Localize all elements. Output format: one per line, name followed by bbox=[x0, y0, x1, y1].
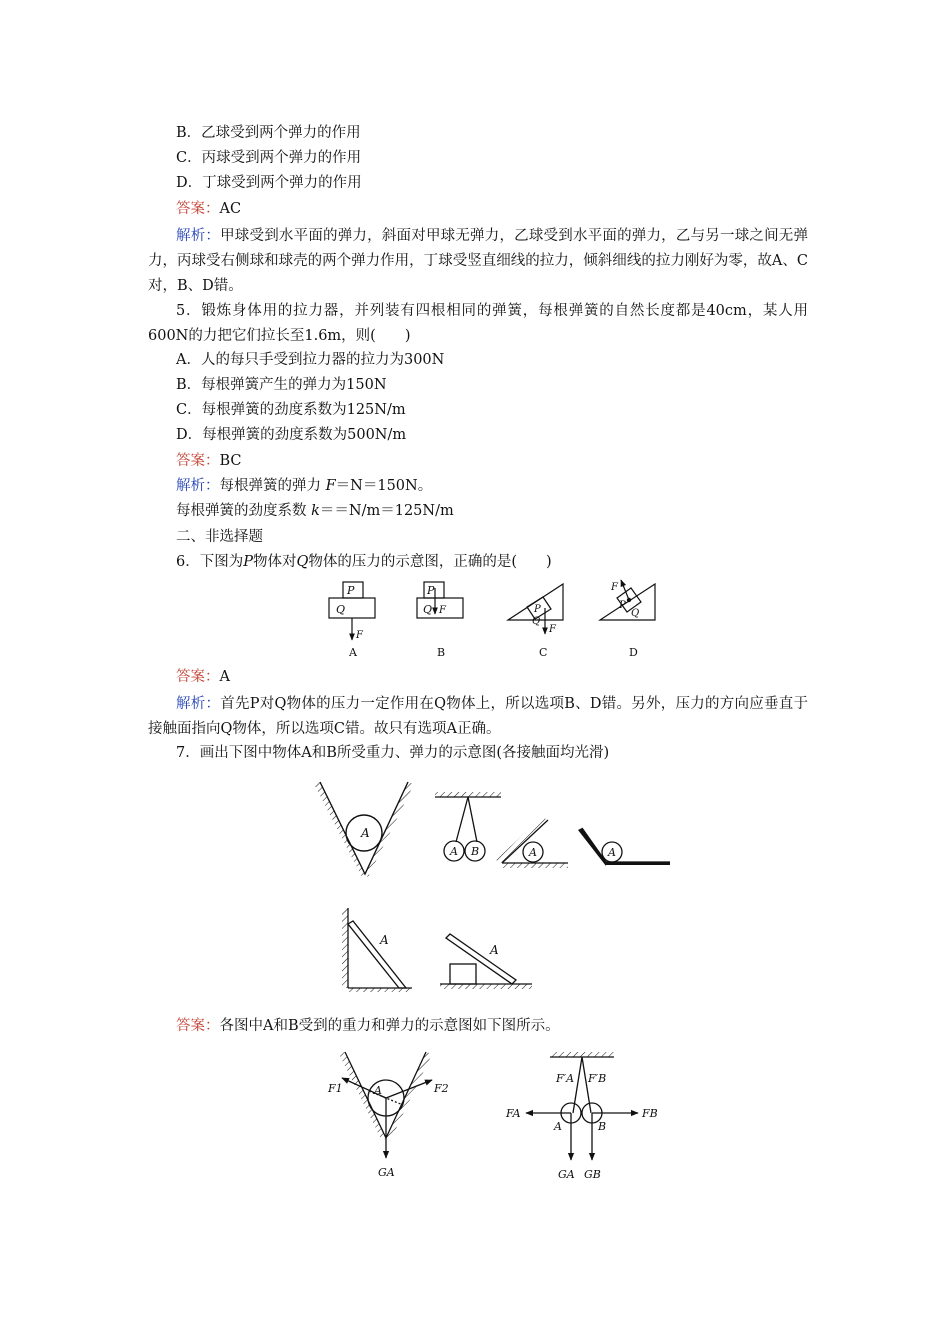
analysis-text: 首先P对Q物体的压力一定作用在Q物体上，所以选项B、D错。另外，压力的方向应垂直于接触面指向Q物体，所以选项C错。故只有选项A正确。 bbox=[148, 696, 809, 737]
q6-stem bbox=[176, 552, 552, 572]
section-heading: 二、非选择题 bbox=[176, 529, 263, 545]
q7-figure-top bbox=[310, 778, 690, 878]
q6-answer bbox=[176, 667, 230, 687]
label-a: A bbox=[380, 933, 389, 947]
label-fa: FA bbox=[506, 1107, 521, 1120]
q4-option-c: C．丙球受到两个弹力的作用 bbox=[176, 150, 362, 166]
q7-answer-figure bbox=[320, 1048, 670, 1188]
label-p: P bbox=[619, 600, 626, 611]
label-q: Q bbox=[532, 616, 541, 627]
q4-answer bbox=[176, 199, 241, 219]
analysis-label: 解析： bbox=[176, 228, 221, 244]
label-q: Q bbox=[423, 603, 433, 616]
label-f-prime-a: F′A bbox=[556, 1072, 575, 1085]
hanging-balls-diagram bbox=[435, 792, 501, 861]
answer-label: 答案： bbox=[176, 669, 220, 685]
analysis-text: 每根弹簧的劲度系数 bbox=[176, 503, 312, 519]
label-p: P bbox=[534, 604, 541, 615]
analysis-text: ＝N＝150N。 bbox=[335, 478, 433, 494]
label-p: P bbox=[427, 584, 435, 597]
q5-option-d: D．每根弹簧的劲度系数为500N/m bbox=[176, 427, 407, 443]
label-f1: F1 bbox=[328, 1082, 343, 1095]
q7-stem: 7．画出下图中物体A和B所受重力、弹力的示意图(各接触面均光滑) bbox=[176, 745, 610, 761]
label-f: F bbox=[611, 582, 618, 593]
answer-value: A bbox=[219, 669, 230, 685]
answer-text: 各图中A和B受到的重力和弹力的示意图如下图所示。 bbox=[219, 1018, 560, 1034]
label-a: A bbox=[490, 943, 499, 957]
fig-label-d: D bbox=[629, 646, 638, 659]
q5-option-c: C．每根弹簧的劲度系数为125N/m bbox=[176, 402, 406, 418]
label-f-prime-b: F′B bbox=[588, 1072, 607, 1085]
label-a: A bbox=[529, 846, 537, 859]
label-f: F bbox=[549, 624, 556, 635]
label-b: B bbox=[598, 1120, 607, 1133]
q6-diagram-d bbox=[600, 580, 655, 620]
label-p: P bbox=[347, 584, 355, 597]
q5-analysis bbox=[176, 476, 432, 496]
analysis-label: 解析： bbox=[176, 478, 220, 494]
label-a: A bbox=[554, 1120, 562, 1133]
fig-label-a: A bbox=[349, 646, 357, 659]
label-ga: GA bbox=[558, 1168, 575, 1181]
label-q: Q bbox=[336, 603, 346, 616]
analysis-text: ＝＝N/m＝125N/m bbox=[319, 503, 454, 519]
q7-answer bbox=[176, 1016, 560, 1036]
answer-label: 答案： bbox=[176, 1018, 220, 1034]
label-a: A bbox=[608, 846, 616, 859]
label-q: Q bbox=[631, 608, 640, 619]
label-b: B bbox=[471, 845, 480, 858]
q5-option-a: A．人的每只手受到拉力器的拉力为300N bbox=[176, 352, 445, 368]
q-symbol: Q bbox=[296, 554, 309, 570]
label-gb: GB bbox=[584, 1168, 601, 1181]
analysis-text: 每根弹簧的弹力 bbox=[219, 478, 326, 494]
q5-stem: 5．锻炼身体用的拉力器，并列装有四根相同的弹簧，每根弹簧的自然长度都是40cm，某人用600N的力把它们拉长至1.6m，则( ) bbox=[148, 303, 808, 344]
analysis-label: 解析： bbox=[176, 696, 221, 712]
stem-text: 物体对 bbox=[253, 554, 297, 570]
stiffness-symbol: k bbox=[311, 503, 320, 519]
v-groove-answer bbox=[339, 1052, 432, 1158]
q6-analysis bbox=[148, 692, 808, 742]
p-symbol: P bbox=[243, 554, 253, 570]
answer-label: 答案： bbox=[176, 201, 220, 217]
label-f: F bbox=[439, 605, 446, 616]
stem-text: 6．下图为 bbox=[176, 554, 244, 570]
q4-option-d: D．丁球受到两个弹力的作用 bbox=[176, 175, 362, 191]
label-a: A bbox=[374, 1084, 382, 1097]
analysis-text: 甲球受到水平面的弹力，斜面对甲球无弹力，乙球受到水平面的弹力，乙与另一球之间无弹力，丙球受右侧球和球壳的两个弹力作用，丁球受竖直细线的拉力，倾斜细线的拉力刚好为零，故A、C对，B、D错。 bbox=[148, 228, 808, 294]
q4-option-b: B．乙球受到两个弹力的作用 bbox=[176, 125, 361, 141]
q5-option-b: B．每根弹簧产生的弹力为150N bbox=[176, 377, 387, 393]
label-ga: GA bbox=[378, 1166, 395, 1179]
fig-label-c: C bbox=[539, 646, 548, 659]
label-f: F bbox=[356, 630, 363, 641]
stem-text: 物体的压力的示意图，正确的是( ) bbox=[308, 554, 552, 570]
q5-answer bbox=[176, 451, 242, 471]
label-a: A bbox=[450, 845, 458, 858]
q5-analysis-line2 bbox=[176, 501, 454, 521]
answer-value: AC bbox=[219, 201, 242, 217]
corner-ball-diagram bbox=[578, 828, 670, 866]
incline-ball-diagram bbox=[496, 817, 568, 868]
answer-value: BC bbox=[219, 453, 242, 469]
label-fb: FB bbox=[642, 1107, 658, 1120]
q7-figure-bottom bbox=[340, 902, 560, 992]
label-a: A bbox=[361, 826, 370, 840]
hanging-balls-answer bbox=[526, 1052, 638, 1160]
answer-label: 答案： bbox=[176, 453, 220, 469]
rod-wall-diagram bbox=[342, 908, 412, 992]
fig-label-b: B bbox=[437, 646, 446, 659]
q6-figure bbox=[325, 576, 695, 666]
plank-block-diagram bbox=[440, 934, 532, 989]
force-symbol: F bbox=[325, 478, 336, 494]
label-f2: F2 bbox=[434, 1082, 449, 1095]
q4-analysis bbox=[148, 224, 808, 299]
